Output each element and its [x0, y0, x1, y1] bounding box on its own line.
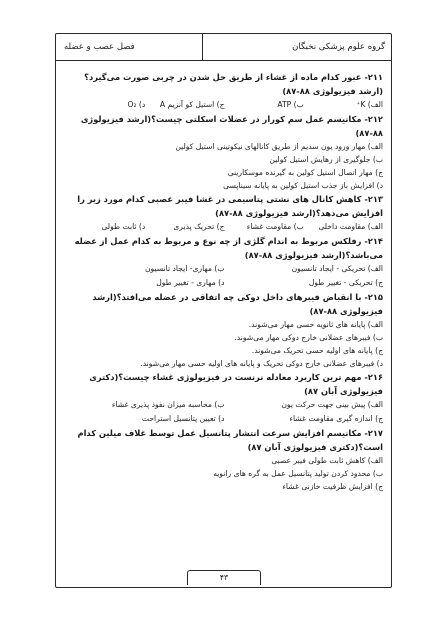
questions-list	[66, 70, 383, 493]
option-c: ج) استیل کو آنزیم A	[159, 100, 225, 109]
option-c: ج) اندازه گیری مقاومت غشاء	[289, 414, 383, 423]
question-text: ۲۱۲- مکانیسم عمل سم کورار در عضلات اسکلتی چیست؟(ارشد فیزیولوژی ۸۸-۸۷)	[80, 114, 383, 138]
option-d: د) ثابت طولی	[101, 222, 146, 231]
question-212	[66, 112, 383, 192]
options-row	[66, 98, 383, 112]
question-text: ۲۱۷- مکانیسم افزایش سرعت انتشار پتانسیل عمل توسط غلاف میلین کدام است؟(دکتری فیزیولوژی آبان ۸۷)	[77, 428, 383, 452]
option-d: د) فیبرهای عضلانی خارج دوکی تحریک و پایانه های اولیه حسی مهار می‌شوند.	[140, 359, 383, 368]
option-b: ب) ATP	[277, 100, 304, 109]
option-c: ج) مهار اتصال استیل کولین به گیرنده موسکارینی	[227, 168, 383, 177]
header-divider	[202, 34, 203, 60]
page-frame	[55, 33, 392, 588]
option-c: ج) تحریکی - تغییر طول	[308, 278, 383, 287]
page-number: ۴۳	[187, 570, 261, 585]
option-d: د) O₂	[127, 100, 146, 109]
option-b: ب) محاسبه میزان نفوذ پذیری غشاء	[111, 400, 225, 409]
options-row-2	[66, 276, 383, 290]
options-row-1	[66, 398, 383, 412]
question-text: ۲۱۵- با انقباض فیبرهای داخل دوکی چه اتفاقی در عضله می‌افتد؟(ارشد فیزیولوژی ۸۸-۸۷)	[92, 292, 383, 316]
option-d: د) مهاری - تغییر طول	[156, 278, 225, 287]
question-213	[66, 192, 383, 234]
option-a: الف) مهار ورود یون سدیم از طریق کانالهای نیکوتینی استیل کولین	[175, 142, 383, 151]
question-217	[66, 426, 383, 493]
option-a: الف) مقاومت داخلی	[318, 222, 383, 231]
option-b: ب) مقاومت غشاء	[246, 222, 304, 231]
option-b: ب) فیبرهای عضلانی خارج دوکی مهار می‌شوند.	[234, 333, 383, 342]
option-d: د) تعیین پتانسیل استراحت	[141, 414, 225, 423]
question-text: ۲۱۳- کاهش کانال های نشتی پتاسیمی در غشا فیبر عصبی کدام مورد زیر را افزایش می‌دهد؟(ارشد فیزیولوژی ۸۸-۸۷)	[77, 194, 383, 218]
question-text: ۲۱۱- عبور کدام ماده از غشاء از طریق حل شدن در چربی صورت می‌گیرد؟(ارشد فیزیولوژی ۸۸-۸۷)	[84, 72, 383, 96]
group-name: گروه علوم پزشکی نخبگان	[292, 42, 385, 52]
question-215	[66, 290, 383, 370]
option-a: الف) K⁺	[356, 100, 383, 109]
option-a: الف) تحریکی - ایجاد تانسیون	[291, 264, 383, 273]
option-b: ب) مهاری- ایجاد تانسیون	[144, 264, 225, 273]
options-row	[66, 220, 383, 234]
option-c: ج) افزایش ظرفیت خازنی غشاء	[282, 482, 383, 491]
option-b: ب) جلوگیری از رهایش استیل کولین	[269, 155, 383, 164]
option-a: الف) کاهش ثابت طولی فیبر عصبی	[271, 456, 383, 465]
question-216	[66, 370, 383, 426]
option-a: الف) پیش بینی جهت حرکت یون	[281, 400, 383, 409]
question-211	[66, 70, 383, 112]
option-b: ب) محدود کردن تولید پتانسیل عمل به گره های رانویه	[213, 469, 383, 478]
chapter-title: فصل عصب و عضله	[64, 42, 135, 52]
option-c: ج) پایانه های اولیه حسی تحریک می‌شوند.	[251, 346, 383, 355]
question-text: ۲۱۶- مهم ترین کاربرد معادله نرنست در فیزیولوژی غشاء چیست؟(دکتری فیزیولوژی آبان ۸۷)	[89, 372, 383, 396]
option-d: د) افزایش باز جذب استیل کولین به پایانه سیناپسی	[223, 181, 383, 190]
option-c: ج) تحریک پذیری	[173, 222, 225, 231]
options-row-1	[66, 262, 383, 276]
options-row-2	[66, 412, 383, 426]
page-header	[56, 34, 391, 61]
question-214	[66, 234, 383, 290]
question-text: ۲۱۴- رفلکس مربوط به اندام گلژی از چه نوع و مربوط به کدام عمل از عضله می‌باشد؟(ارشد فیزیولوژی ۸۸-۸۷)	[74, 236, 383, 260]
option-a: الف) پایانه های ثانویه حسی مهار می‌شوند.	[248, 320, 383, 329]
